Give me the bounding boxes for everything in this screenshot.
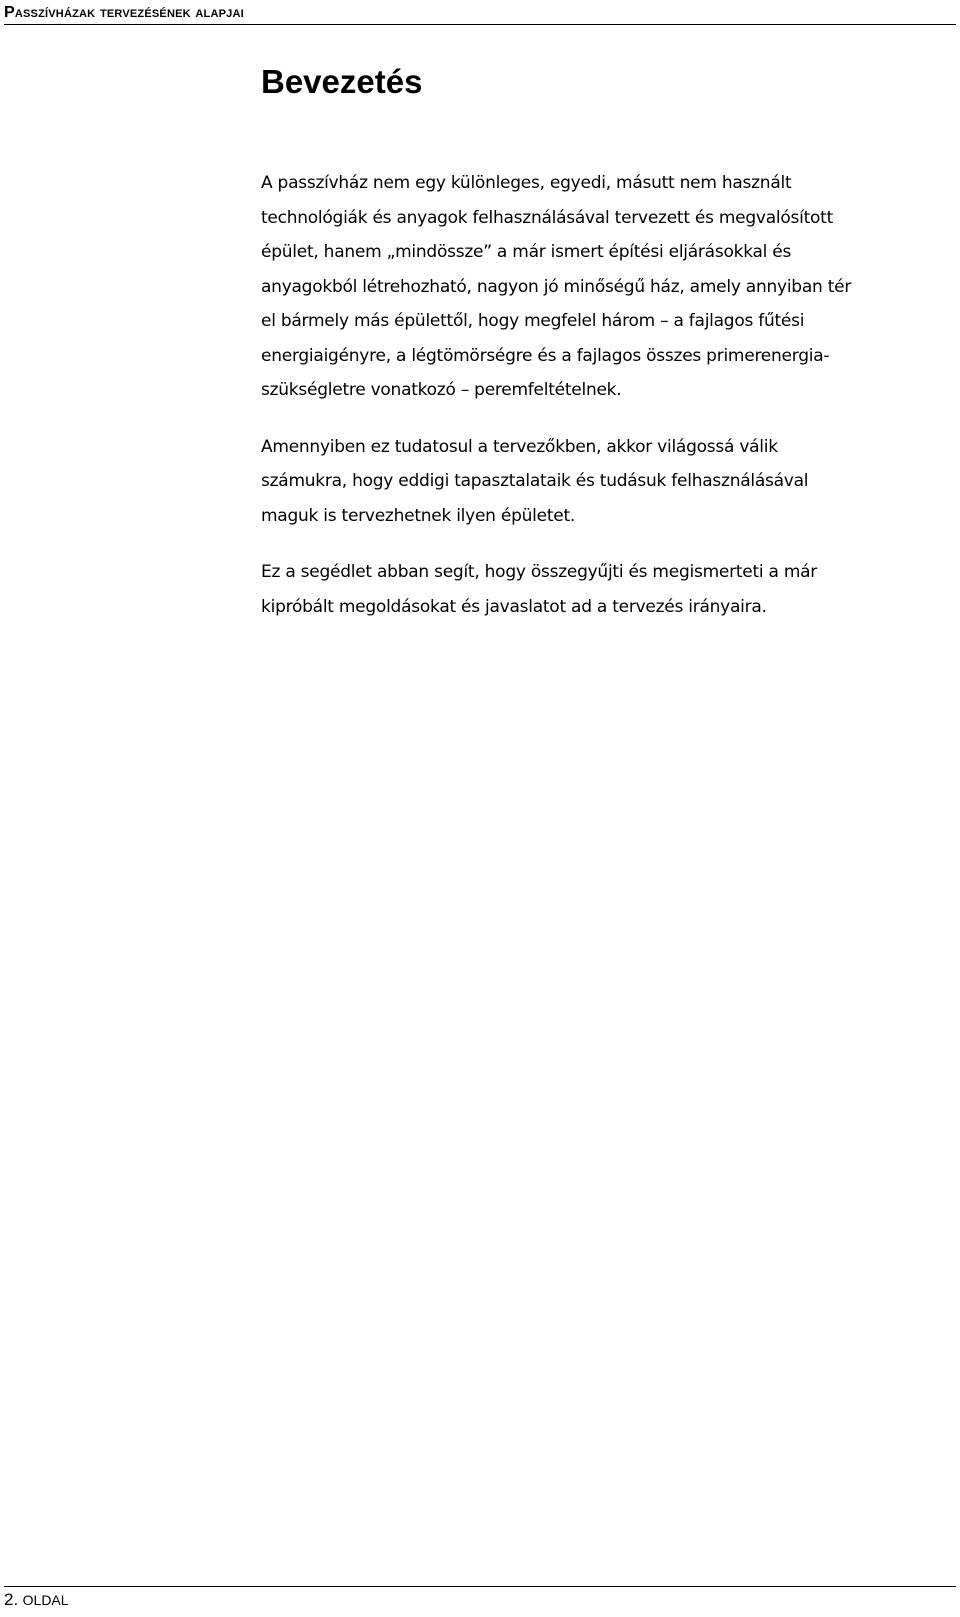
- text-line: számukra, hogy eddigi tapasztalataik és tudásuk felhasználásával: [261, 471, 809, 491]
- paragraph-intro: [261, 166, 941, 408]
- text-line: épület, hanem „mindössze” a már ismert építési eljárásokkal és: [261, 242, 792, 262]
- page-label: OLDAL: [22, 1592, 69, 1608]
- text-line: szükségletre vonatkozó – peremfeltételnek.: [261, 380, 622, 400]
- paragraph-designers: [261, 430, 941, 534]
- text-line: energiaigényre, a légtömörségre és a fajlagos összes primerenergia-: [261, 345, 830, 366]
- text-line: Ez a segédlet abban segít, hogy összegyűjti és megismerteti a már: [261, 562, 818, 582]
- paragraph-guide: [261, 555, 941, 624]
- text-line: kipróbált megoldásokat és javaslatot ad a tervezés irányaira.: [261, 596, 767, 617]
- main-content: [261, 55, 941, 624]
- page-footer: [4, 1586, 956, 1614]
- running-header-title: Passzívházak tervezésének alapjai: [4, 4, 244, 21]
- text-line: A passzívház nem egy különleges, egyedi, másutt nem használt: [261, 173, 792, 193]
- text-line: anyagokból létrehozható, nagyon jó minőségű ház, amely annyiban tér: [261, 276, 852, 297]
- page-title: Bevezetés: [261, 63, 423, 100]
- text-line: Amennyiben ez tudatosul a tervezőkben, akkor világossá válik: [261, 436, 778, 457]
- running-header: [4, 2, 956, 25]
- text-line: technológiák és anyagok felhasználásával tervezett és megvalósított: [261, 207, 834, 228]
- text-line: el bármely más épülettől, hogy megfelel három – a fajlagos fűtési: [261, 311, 805, 331]
- text-line: maguk is tervezhetnek ilyen épületet.: [261, 505, 576, 526]
- page-number: 2.: [4, 1590, 19, 1609]
